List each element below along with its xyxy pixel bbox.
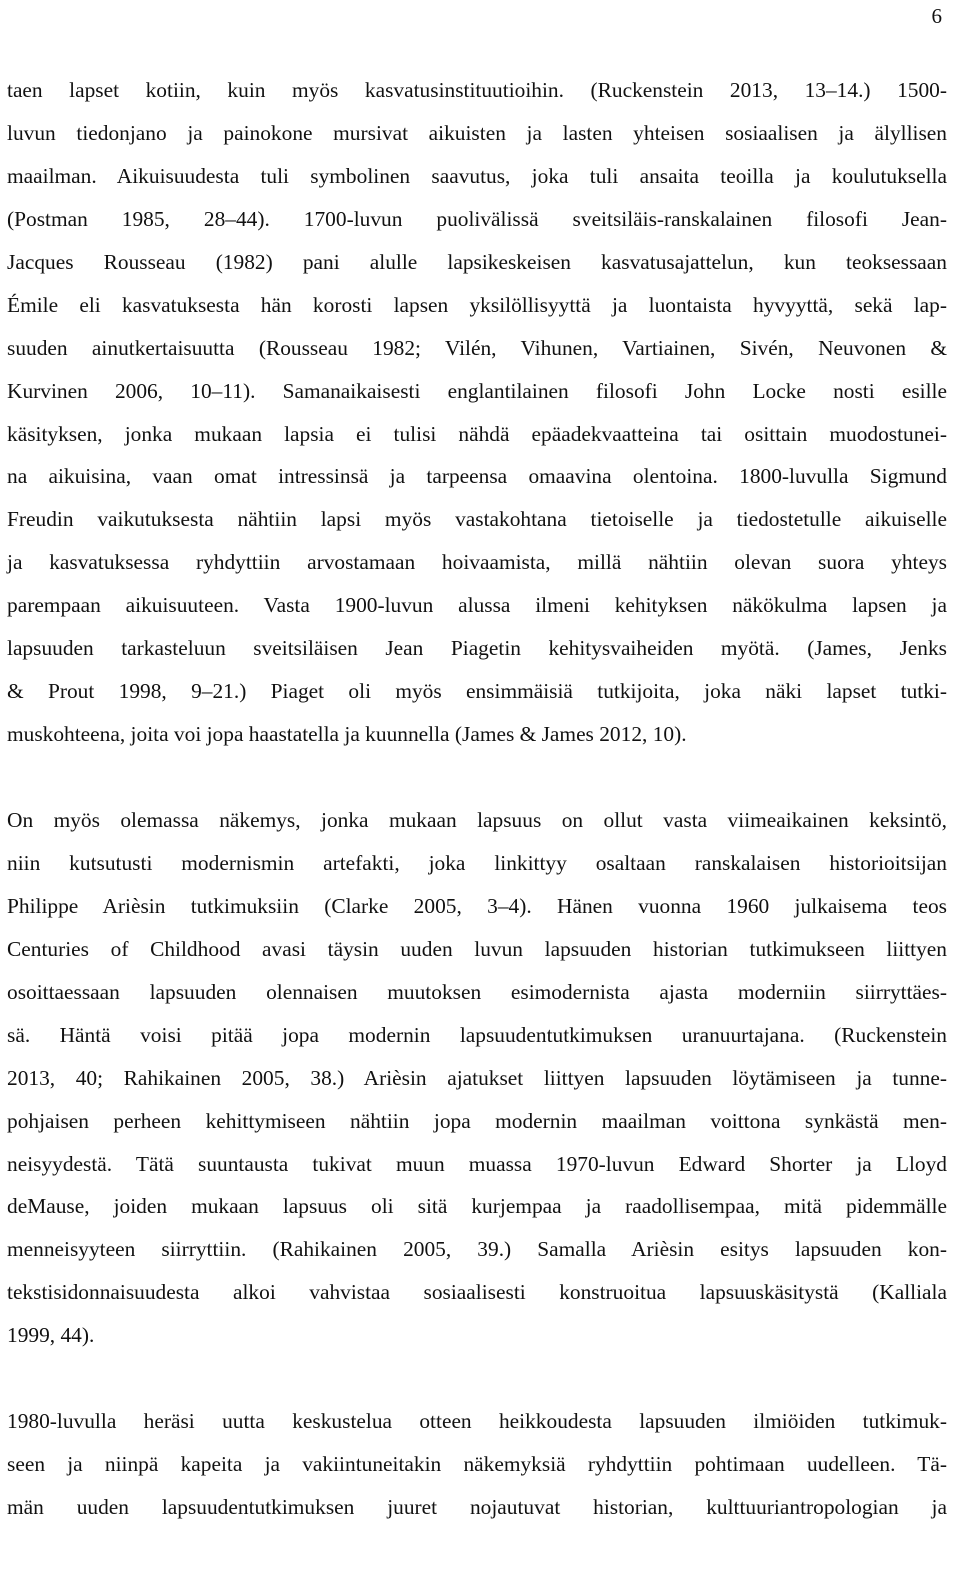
text-line: Freudin vaikutuksesta nähtiin lapsi myös vastakohtana tietoiselle ja tiedostetulle aikuiselle: [7, 507, 947, 532]
text-line: Kurvinen 2006, 10–11). Samanaikaisesti englantilainen filosofi John Locke nosti esille: [7, 378, 947, 403]
text-line: suuden ainutkertaisuutta (Rousseau 1982; Vilén, Vihunen, Vartiainen, Sivén, Neuvonen &: [7, 335, 947, 360]
paragraph: [7, 69, 947, 756]
text-line: deMause, joiden mukaan lapsuus oli sitä kurjempaa ja raadollisempaa, mitä pidemmälle: [7, 1194, 947, 1219]
text-line: osoittaessaan lapsuuden olennaisen muutoksen esimodernista ajasta moderniin siirryttäes-: [7, 979, 947, 1004]
text-line: neisyydestä. Tätä suuntausta tukivat muun muassa 1970-luvun Edward Shorter ja Lloyd: [7, 1151, 947, 1176]
text-line: Philippe Arièsin tutkimuksiin (Clarke 2005, 3–4). Hänen vuonna 1960 julkaisema teos: [7, 893, 947, 918]
text-line: maailman. Aikuisuudesta tuli symbolinen saavutus, joka tuli ansaita teoilla ja koulutuksella: [7, 163, 947, 188]
page-number: 6: [931, 4, 942, 28]
text-line: On myös olemassa näkemys, jonka mukaan lapsuus on ollut vasta viimeaikainen keksintö,: [7, 808, 947, 832]
text-line: (Postman 1985, 28–44). 1700-luvun puolivälissä sveitsiläis-ranskalainen filosofi Jean-: [7, 206, 947, 231]
paragraph-gap: [7, 756, 947, 799]
text-line: Émile eli kasvatuksesta hän korosti lapsen yksilöllisyyttä ja luontaista hyvyyttä, sekä lap-: [7, 292, 947, 317]
text-line: pohjaisen perheen kehittymiseen nähtiin jopa modernin maailman voittona synkästä men-: [7, 1108, 947, 1133]
text-line: taen lapset kotiin, kuin myös kasvatusinstituutioihin. (Ruckenstein 2013, 13–14.) 1500-: [7, 78, 947, 102]
paragraph: [7, 1400, 947, 1529]
document-body: [7, 69, 947, 1529]
text-line: sä. Häntä voisi pitää jopa modernin lapsuudentutkimuksen uranuurtajana. (Ruckenstein: [7, 1022, 947, 1047]
text-line: 1999, 44).: [7, 1323, 95, 1348]
text-line: menneisyyteen siirryttiin. (Rahikainen 2005, 39.) Samalla Arièsin esitys lapsuuden kon-: [7, 1237, 947, 1262]
text-line: Jacques Rousseau (1982) pani alulle lapsikeskeisen kasvatusajattelun, kun teoksessaan: [7, 249, 947, 274]
text-line: & Prout 1998, 9–21.) Piaget oli myös ensimmäisiä tutkijoita, joka näki lapset tutki-: [7, 679, 947, 704]
text-line: 2013, 40; Rahikainen 2005, 38.) Arièsin ajatukset liittyen lapsuuden löytämiseen ja tunne-: [7, 1065, 947, 1090]
text-line: na aikuisina, vaan omat intressinsä ja tarpeensa omaavina olentoina. 1800-luvulla Sigmund: [7, 464, 947, 489]
text-line: luvun tiedonjano ja painokone mursivat aikuisten ja lasten yhteisen sosiaalisen ja älyllisen: [7, 120, 947, 145]
text-line: muskohteena, joita voi jopa haastatella ja kuunnella (James & James 2012, 10).: [7, 722, 687, 747]
text-line: lapsuuden tarkasteluun sveitsiläisen Jean Piagetin kehitysvaiheiden myötä. (James, Jenks: [7, 636, 947, 661]
text-line: parempaan aikuisuuteen. Vasta 1900-luvun alussa ilmeni kehityksen näkökulma lapsen ja: [7, 593, 947, 618]
text-line: käsityksen, jonka mukaan lapsia ei tulisi nähdä epäadekvaatteina tai osittain muodostunei-: [7, 421, 947, 446]
paragraph: [7, 799, 947, 1357]
text-line: ja kasvatuksessa ryhdyttiin arvostamaan hoivaamista, millä nähtiin olevan suora yhteys: [7, 550, 947, 575]
text-line: Centuries of Childhood avasi täysin uuden luvun lapsuuden historian tutkimukseen liittyen: [7, 936, 947, 961]
text-line: seen ja niinpä kapeita ja vakiintuneitakin näkemyksiä ryhdyttiin pohtimaan uudelleen. Tä-: [7, 1452, 947, 1477]
text-line: 1980-luvulla heräsi uutta keskustelua otteen heikkoudesta lapsuuden ilmiöiden tutkimuk-: [7, 1409, 947, 1434]
paragraph-gap: [7, 1357, 947, 1400]
text-line: tekstisidonnaisuudesta alkoi vahvistaa sosiaalisesti konstruoitua lapsuuskäsitystä (Kalliala: [7, 1280, 947, 1305]
text-line: niin kutsutusti modernismin artefakti, joka linkittyy osaltaan ranskalaisen historioitsijan: [7, 850, 947, 875]
text-line: män uuden lapsuudentutkimuksen juuret nojautuvat historian, kulttuuriantropologian ja: [7, 1495, 947, 1520]
